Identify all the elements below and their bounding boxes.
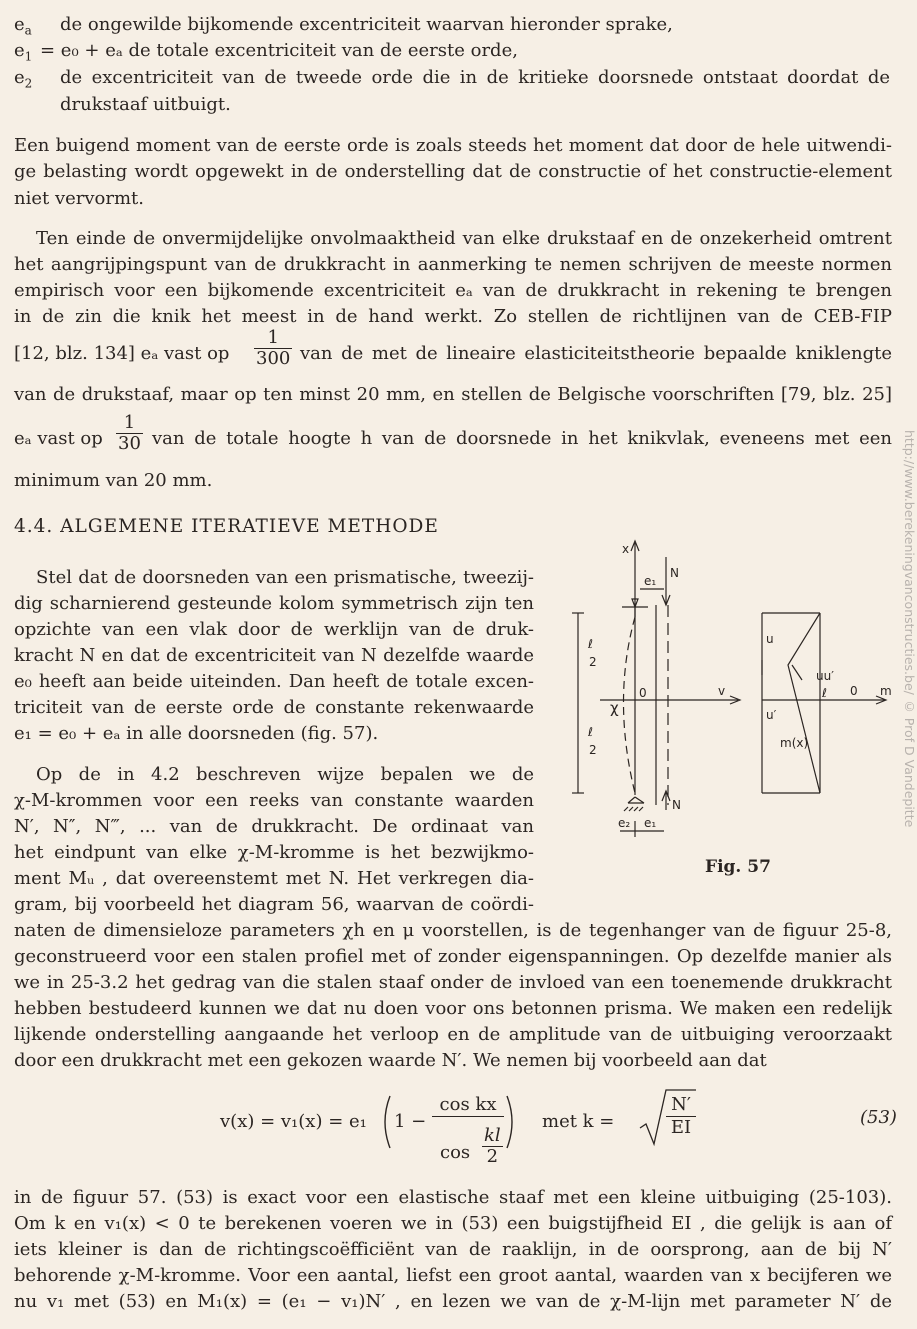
full-para-line-2: geconstrueerd voor een stalen profiel met of zonder eigenspanningen. Op dezelfde manier als	[14, 946, 892, 967]
label-origin: 0	[639, 686, 647, 700]
after-para-line-5: nu v₁ met (53) en M₁(x) = (e₁ − v₁)N′ , en lezen we van de χ-M-lijn met parameter N′ de	[14, 1291, 892, 1312]
col-para2-line-5: ment Mᵤ , dat overeenstemt met N. Het verkregen dia-	[14, 868, 534, 889]
def-symbol-ea: $e_a$	[14, 14, 32, 38]
para2-line-3: empirisch voor een bijkomende excentriciteit eₐ van de drukkracht in rekening te brengen	[14, 280, 892, 301]
def-text-e2: de excentriciteit van de tweede orde die in de kritieke doorsnede ontstaat doordat de	[60, 67, 890, 88]
col-para1-line-2: dig scharnierend gesteunde kolom symmetrisch zijn ten	[14, 593, 534, 614]
para2-line-8: minimum van 20 mm.	[14, 470, 213, 491]
equation-sqrt-num: N′	[666, 1094, 696, 1117]
para1-line-1: Een buigend moment van de eerste orde is zoals steeds het moment dat door de hele uitwendi-	[14, 135, 892, 156]
fraction-1-30-num: 1	[116, 413, 143, 434]
col-para2-line-1: Op de in 4.2 beschreven wijze bepalen we de	[36, 764, 534, 785]
label-l-half-top: ℓ	[588, 637, 593, 651]
equation-numerator: cos kx	[432, 1094, 504, 1117]
col-para1-line-3: opzichte van een vlak door de werklijn van de druk-	[14, 619, 534, 640]
para2-line-5b: van de met de lineaire elasticiteitstheorie bepaalde kniklengte	[300, 343, 892, 364]
def-symbol-e2: $e_2$	[14, 67, 33, 91]
label-u-prime: u′	[766, 708, 777, 722]
fraction-1-300-num: 1	[254, 328, 292, 349]
fraction-1-30-den: 30	[118, 433, 141, 454]
para2-line-1: Ten einde de onvermijdelijke onvolmaaktheid van elke drukstaaf en de onzekerheid omtrent	[36, 228, 892, 249]
figure-caption: Fig. 57	[705, 857, 771, 877]
full-para-line-3: we in 25-3.2 het gedrag van die stalen staaf onder de invloed van een toenemende drukkracht	[14, 972, 892, 993]
col-para1-line-7: e₁ = e₀ + eₐ in alle doorsneden (fig. 57).	[14, 723, 379, 744]
para2-line-6: van de drukstaaf, maar op ten minst 20 mm, en stellen de Belgische voorschriften [79, blz. 25]	[14, 384, 892, 405]
label-l-half-bottom: ℓ	[588, 725, 593, 739]
equation-den-cos: cos	[440, 1142, 471, 1163]
def-text-e1: = e₀ + eₐ de totale excentriciteit van de eerste orde,	[40, 40, 518, 61]
label-e2: e₂	[618, 816, 631, 830]
uu-prime-pointer	[792, 665, 802, 680]
equation-lhs: v(x) = v₁(x) = e₁	[220, 1111, 367, 1132]
para1-line-2: ge belasting wordt opgewekt in de onderstelling dat de constructie of het constructie-element	[14, 161, 892, 182]
deflected-shape	[624, 617, 636, 793]
full-para-line-5: lijkende onderstelling aangaande het verloop en de amplitude van de uitbuiging veroorzaakt	[14, 1024, 892, 1045]
label-uu-prime: uu′	[816, 669, 834, 683]
full-para-line-1: naten de dimensieloze parameters χh en μ voorstellen, is de tegenhanger van de figuur 25-8,	[14, 920, 892, 941]
equation-right-paren	[505, 1094, 519, 1150]
vertical-watermark: http://www.berekeningvanconstructies.be/ © Prof D Vandepitte	[902, 430, 917, 828]
equation-fraction	[432, 1094, 504, 1117]
equation-den-fraction	[482, 1126, 503, 1167]
para1-line-3: niet vervormt.	[14, 188, 145, 209]
fraction-1-300-den: 300	[256, 348, 291, 369]
label-u: u	[766, 632, 774, 646]
bottom-hinge	[628, 797, 644, 803]
after-para-line-1: in de figuur 57. (53) is exact voor een elastische staaf met een kleine uitbuiging (25-103).	[14, 1187, 892, 1208]
section-heading: 4.4. ALGEMENE ITERATIEVE METHODE	[14, 516, 439, 537]
para2-line-7a: eₐ vast op	[14, 428, 103, 449]
para2-line-5a: [12, blz. 134] eₐ vast op	[14, 343, 230, 364]
col-para2-line-3: N′, N″, N‴, ... van de drukkracht. De ordinaat van	[14, 816, 534, 837]
label-two-top: 2	[589, 655, 597, 669]
label-m: m	[880, 684, 892, 698]
label-ell: ℓ	[822, 686, 827, 700]
after-para-line-3: iets kleiner is dan de richtingscoëfficiënt van de raaklijn, in de oorsprong, aan de bij N′	[14, 1239, 892, 1260]
col-para2-line-4: het eindpunt van elke χ-M-kromme is het bezwijkmo-	[14, 842, 534, 863]
para2-line-7b: van de totale hoogte h van de doorsnede in het knikvlak, eveneens met een	[152, 428, 892, 449]
fraction-1-30	[116, 413, 143, 454]
equation-sqrt-den: EI	[670, 1117, 692, 1138]
equation-den-num: kl	[484, 1125, 501, 1146]
bottom-hatch	[624, 807, 643, 811]
col-para1-line-6: triciteit van de eerste orde de constante rekenwaarde	[14, 697, 534, 718]
label-chi: χ	[610, 699, 619, 717]
def-symbol-e1: $e_1$	[14, 40, 33, 64]
figure-57	[560, 535, 895, 855]
after-para-line-4: behorende χ-M-kromme. Voor een aantal, liefst een groot aantal, waarden van x becijferen we	[14, 1265, 892, 1286]
label-mx: m(x)	[780, 736, 809, 750]
label-N-bottom: N	[672, 798, 681, 812]
label-N-top: N	[670, 566, 679, 580]
col-para2-line-2: χ-M-krommen voor een reeks van constante waarden	[14, 790, 534, 811]
col-para1-line-1: Stel dat de doorsneden van een prismatische, tweezij-	[36, 567, 534, 588]
label-two-bottom: 2	[589, 743, 597, 757]
fraction-1-300	[254, 328, 292, 369]
equation-number: (53)	[860, 1107, 897, 1128]
after-para-line-2: Om k en v₁(x) < 0 te berekenen voeren we in (53) een buigstijfheid EI , die gelijk is aan of	[14, 1213, 892, 1234]
equation-den-den: 2	[486, 1146, 499, 1167]
para2-line-4: in de zin die knik het meest in de hand werkt. Zo stellen de richtlijnen van de CEB-FIP	[14, 306, 892, 327]
equation-left-paren	[378, 1094, 392, 1150]
moment-curve-mx	[788, 613, 820, 793]
full-para-line-6: door een drukkracht met een gekozen waarde N′. We nemen bij voorbeeld aan dat	[14, 1050, 767, 1071]
label-x: x	[622, 542, 630, 556]
label-e1-top: e₁	[644, 574, 657, 588]
equation-sqrt-fraction	[666, 1094, 696, 1139]
col-para2-line-6: gram, bij voorbeeld het diagram 56, waarvan de coördi-	[14, 894, 534, 915]
equation-met: met k =	[542, 1111, 615, 1132]
label-v: v	[718, 684, 726, 698]
label-e1-bottom: e₁	[644, 816, 657, 830]
col-para1-line-4: kracht N en dat de excentriciteit van N dezelfde waarde	[14, 645, 534, 666]
col-para1-line-5: e₀ heeft aan beide uiteinden. Dan heeft de totale excen-	[14, 671, 534, 692]
full-para-line-4: hebben bestudeerd kunnen we dat nu doen voor ons betonnen prisma. We maken een redelijk	[14, 998, 892, 1019]
para2-line-2: het aangrijpingspunt van de drukkracht in aanmerking te nemen schrijven de meeste normen	[14, 254, 892, 275]
def-text-ea: de ongewilde bijkomende excentriciteit waarvan hieronder sprake,	[60, 14, 673, 35]
def-text-e2-cont: drukstaaf uitbuigt.	[60, 94, 231, 115]
equation-one-minus: 1 −	[394, 1111, 427, 1132]
label-zero: 0	[850, 684, 858, 698]
